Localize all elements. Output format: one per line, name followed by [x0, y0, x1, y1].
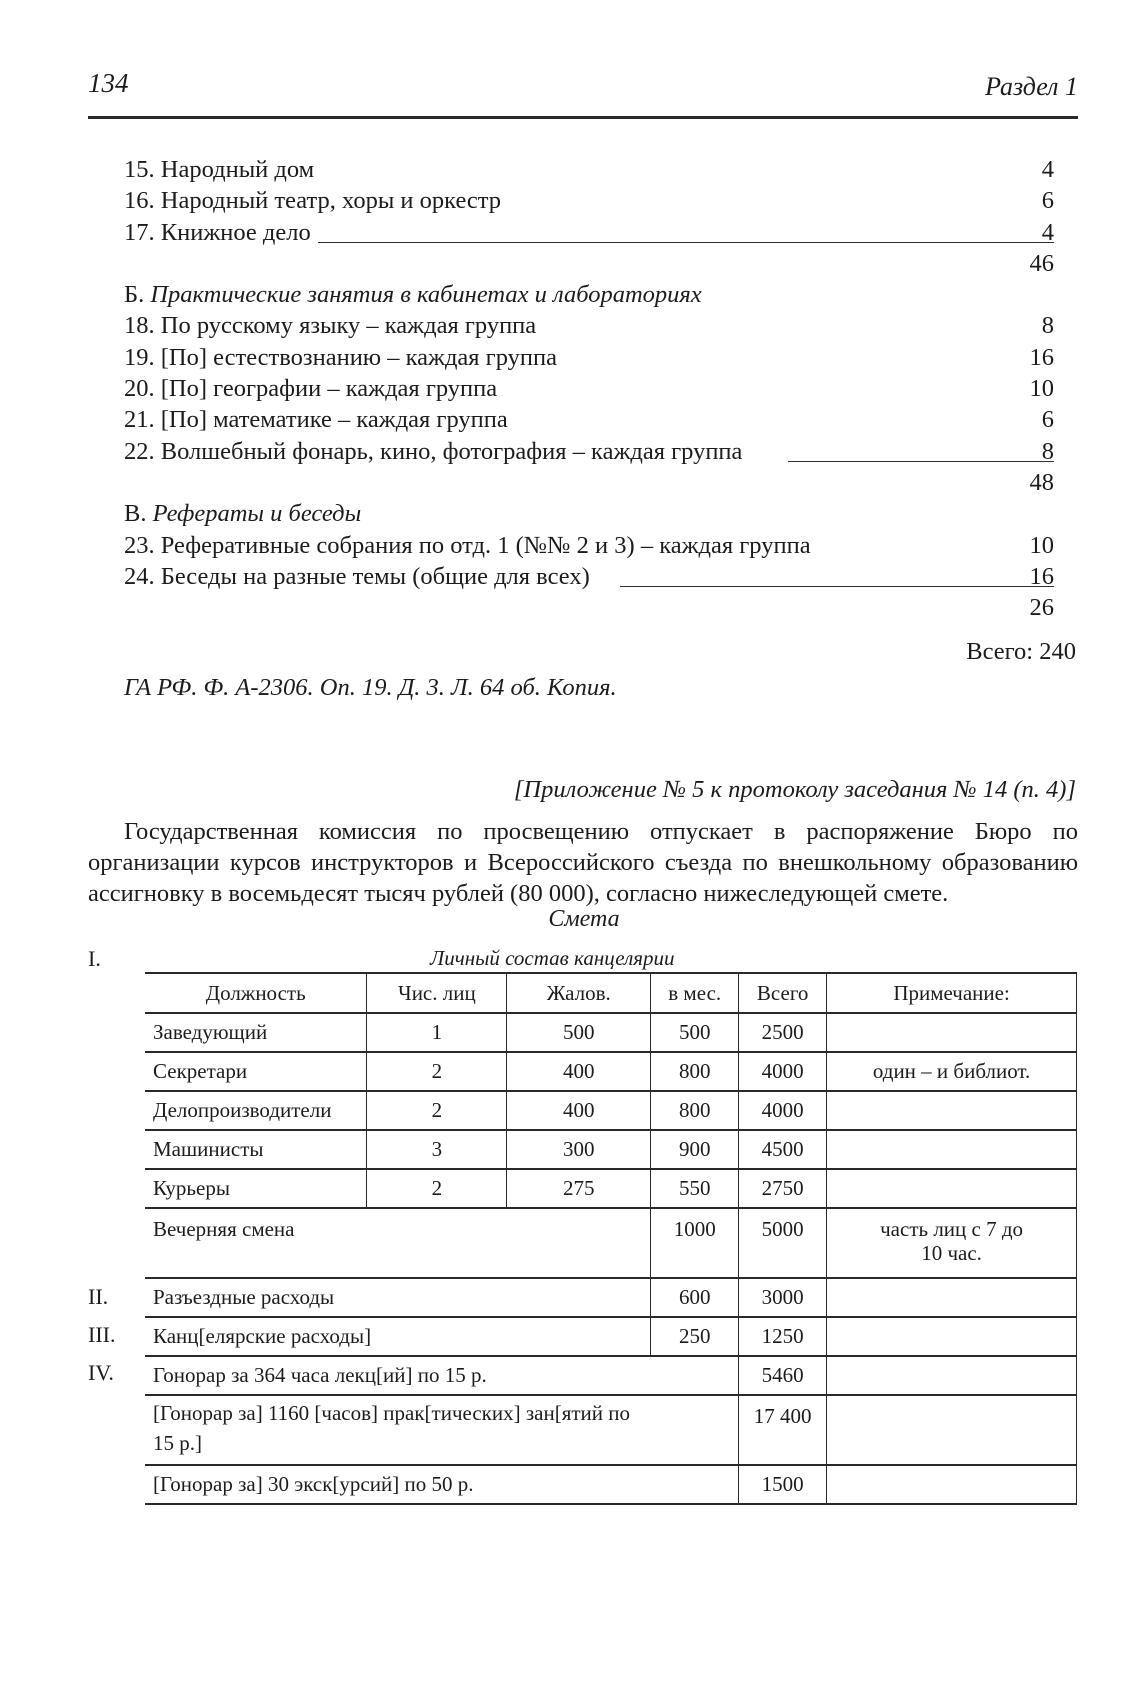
page-number: 134 [88, 68, 129, 98]
column-header: в мес. [651, 973, 739, 1013]
table-row: Секретари 2 400 800 4000 один – и библиот. [145, 1052, 1077, 1091]
section-numeral-iii: III. [88, 1322, 116, 1347]
column-header: Жалов. [507, 973, 651, 1013]
subtotal: 26 [1029, 594, 1054, 622]
list-item: 19. [По] естествознанию – каждая группа 16 [124, 343, 1054, 371]
section-numeral-ii: II. [88, 1284, 109, 1309]
running-header-section: Раздел 1 [985, 72, 1078, 101]
subtotal-row [124, 592, 1054, 623]
underline-rule [788, 461, 1054, 462]
section-numeral-i: I. [88, 946, 101, 971]
subtotal-row [124, 467, 1054, 498]
table-row: Заведующий 1 500 500 2500 [145, 1013, 1077, 1052]
subtotal-row [124, 248, 1054, 279]
list-item: 20. [По] географии – каждая группа 10 [124, 375, 1054, 403]
section-heading-b: Б. Практические занятия в кабинетах и лабораториях [124, 281, 702, 309]
table-row-practical-fee: [Гонорар за] 1160 [часов] прак[тических] зан[ятий по 15 р.] 17 400 [145, 1395, 1077, 1465]
table-row: Курьеры 2 275 550 2750 [145, 1169, 1077, 1208]
list-item: 17. Книжное дело 4 [124, 218, 1054, 246]
section-numeral-iv: IV. [88, 1360, 114, 1385]
table-row-office-expenses: Канц[елярские расходы] 250 1250 [145, 1317, 1077, 1356]
grand-total: Всего: 240 [966, 638, 1076, 665]
underline-rule [318, 242, 1054, 243]
estimate-table [145, 972, 1077, 1505]
list-item: 21. [По] математике – каждая группа 6 [124, 406, 1054, 434]
column-header: Всего [739, 973, 827, 1013]
subtotal: 46 [1029, 249, 1054, 277]
table-row: Делопроизводители 2 400 800 4000 [145, 1091, 1077, 1130]
appendix-title: [Приложение № 5 к протоколу заседания № 14 (п. 4)] [513, 776, 1076, 803]
list-item: 16. Народный театр, хоры и оркестр 6 [124, 187, 1054, 215]
subtotal: 48 [1029, 468, 1054, 496]
archive-reference: ГА РФ. Ф. А-2306. Оп. 19. Д. 3. Л. 64 об. Копия. [124, 674, 617, 701]
table-row-lecture-fee: Гонорар за 364 часа лекц[ий] по 15 р. 5460 [145, 1356, 1077, 1395]
list-item: 24. Беседы на разные темы (общие для всех) 16 [124, 562, 1054, 590]
underline-rule [620, 586, 1054, 587]
table-row-travel-expenses: Разъездные расходы 600 3000 [145, 1278, 1077, 1317]
column-header: Примечание: [827, 973, 1077, 1013]
table-header-row [145, 973, 1077, 1013]
column-header: Должность [145, 973, 367, 1013]
list-item: 23. Реферативные собрания по отд. 1 (№№ 2 и 3) – каждая группа 10 [124, 531, 1054, 559]
section-heading-c: В. Рефераты и беседы [124, 500, 362, 528]
list-item: 22. Волшебный фонарь, кино, фотография – каждая группа 8 [124, 437, 1054, 465]
list-item: 15. Народный дом 4 [124, 156, 1054, 183]
list-item: 18. По русскому языку – каждая группа 8 [124, 312, 1054, 340]
header-rule [88, 116, 1078, 119]
hours-list [124, 154, 1054, 623]
body-paragraph: Государственная комиссия по просвещению отпускает в распоряжение Бюро по организации курсов инструкторов и Всероссийского съезда по внешкольному образованию ассигновку в восемьдесят тысяч рублей (80 000), согласно нижеследующей смете. [88, 818, 1078, 907]
table-caption: Личный состав канцелярии [430, 946, 675, 970]
estimate-title: Смета [548, 906, 620, 932]
column-header: Чис. лиц [367, 973, 507, 1013]
table-row: Машинисты 3 300 900 4500 [145, 1130, 1077, 1169]
table-row-excursion-fee: [Гонорар за] 30 экск[урсий] по 50 р. 1500 [145, 1465, 1077, 1504]
table-row-evening-shift: Вечерняя смена 1000 5000 часть лиц с 7 до 10 час. [145, 1208, 1077, 1278]
